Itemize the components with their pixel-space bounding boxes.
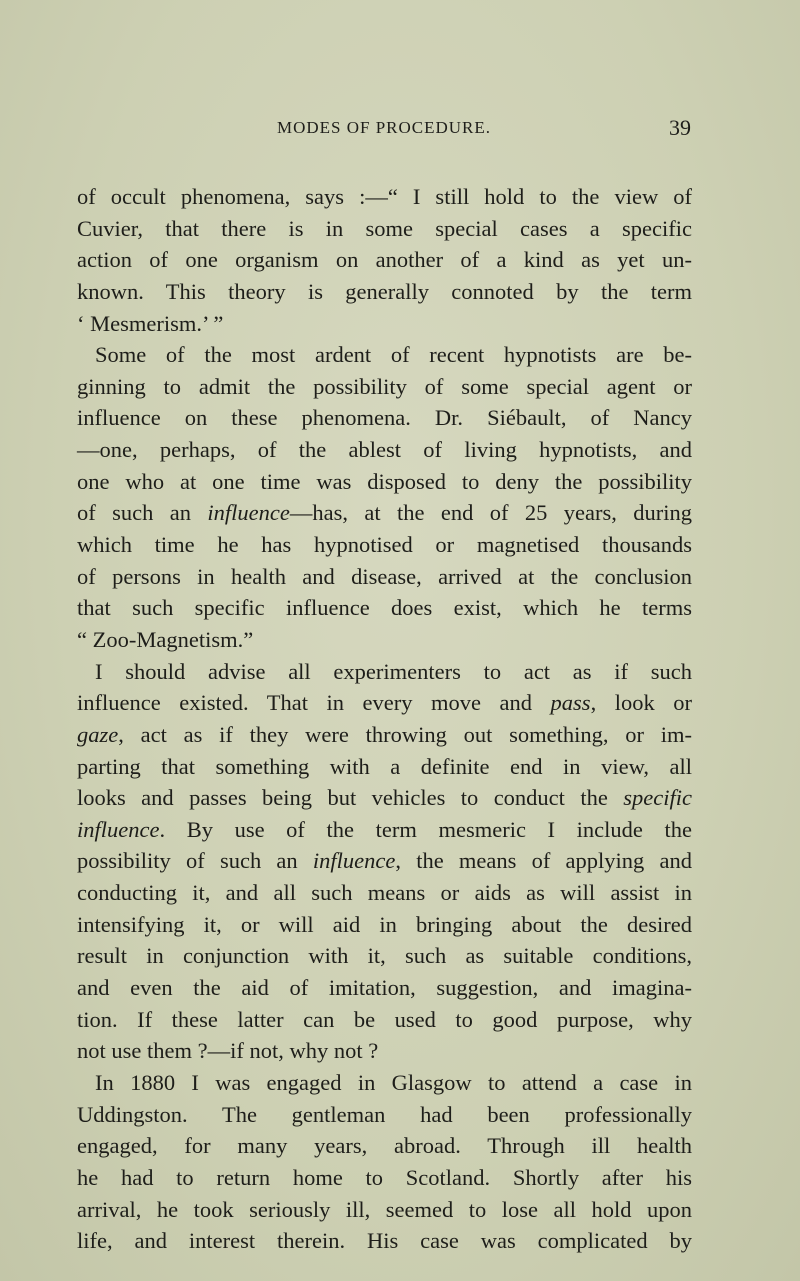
text-run: looks and passes being but vehicles to conduct the <box>77 785 624 811</box>
running-title: MODES OF PROCEDURE. <box>276 118 492 137</box>
page-number: 39 <box>669 115 691 140</box>
text-run: action of one organism on another of a kind as yet un- <box>77 247 692 273</box>
text-run: Uddingston. The gentleman had been professionally <box>77 1101 692 1127</box>
text-run: known. This theory is generally connoted by the term <box>77 278 692 304</box>
text-run: and even the aid of imitation, suggestion, and imagina- <box>77 975 692 1001</box>
text-run: Some of the most ardent of recent hypnotists are be- <box>95 342 692 368</box>
text-run: “ Zoo-Magnetism.” <box>77 626 254 652</box>
text-run: parting that something with a definite end in view, all <box>77 753 692 779</box>
text-line <box>77 529 692 561</box>
page-header <box>77 115 691 144</box>
text-run: he had to return home to Scotland. Shortly after his <box>77 1164 692 1190</box>
text-run: of occult phenomena, says :—“ I still hold to the view of <box>77 184 692 209</box>
italic-text: influence <box>207 500 290 526</box>
text-run: Cuvier, that there is in some special cases a specific <box>77 215 692 241</box>
text-line <box>77 687 692 719</box>
text-line <box>77 814 692 846</box>
text-line <box>77 845 692 877</box>
text-run: intensifying it, or will aid in bringing about the desired <box>77 911 692 937</box>
text-run: ginning to admit the possibility of some special agent or <box>77 373 692 399</box>
text-line <box>77 940 692 972</box>
italic-text: specific <box>623 785 692 811</box>
text-run: I should advise all experimenters to act as if such <box>95 658 692 684</box>
text-run: which time he has hypnotised or magnetised thousands <box>77 532 692 558</box>
text-line <box>77 1225 692 1257</box>
text-run: life, and interest therein. His case was complicated by <box>77 1228 692 1254</box>
text-run: tion. If these latter can be used to good purpose, why <box>77 1006 692 1032</box>
text-line <box>77 308 692 340</box>
text-line <box>77 1035 692 1067</box>
text-run: that such specific influence does exist, which he terms <box>77 595 692 621</box>
text-run: conducting it, and all such means or aids as will assist in <box>77 880 692 906</box>
text-run: In 1880 I was engaged in Glasgow to attend a case in <box>95 1069 692 1095</box>
text-line <box>77 244 692 276</box>
text-run: , the means of applying and <box>395 848 692 874</box>
text-line <box>77 466 692 498</box>
text-line <box>77 497 692 529</box>
text-line <box>77 1130 692 1162</box>
text-line <box>77 371 692 403</box>
text-line <box>77 972 692 1004</box>
text-run: arrival, he took seriously ill, seemed to lose all hold upon <box>77 1196 692 1222</box>
text-run: possibility of such an <box>77 848 313 874</box>
text-line <box>77 751 692 783</box>
text-line <box>77 656 692 688</box>
text-run: influence on these phenomena. Dr. Siébault, of Nancy <box>77 405 692 431</box>
text-line <box>77 1004 692 1036</box>
italic-text: pass <box>550 690 591 716</box>
text-line <box>77 624 692 656</box>
italic-text: gaze <box>77 721 119 747</box>
text-run: , act as if they were throwing out something, or im- <box>118 721 692 747</box>
text-run: . By use of the term mesmeric I include the <box>159 816 692 842</box>
text-run: ‘ Mesmerism.’ ” <box>77 310 224 336</box>
text-line <box>77 276 692 308</box>
text-run: —one, perhaps, of the ablest of living hypnotists, and <box>77 437 692 463</box>
text-run: —has, at the end of 25 years, during <box>289 500 692 526</box>
text-line <box>77 782 692 814</box>
text-line <box>77 1162 692 1194</box>
text-line <box>77 434 692 466</box>
text-line <box>77 592 692 624</box>
text-line <box>77 402 692 434</box>
body-text <box>77 181 692 1257</box>
text-run: one who at one time was disposed to deny the possibility <box>77 468 692 494</box>
text-line <box>77 181 692 213</box>
text-line <box>77 1099 692 1131</box>
text-line <box>77 877 692 909</box>
text-run: of persons in health and disease, arrived at the conclusion <box>77 563 692 589</box>
text-line <box>77 339 692 371</box>
text-line <box>77 909 692 941</box>
text-line <box>77 1194 692 1226</box>
text-line <box>77 561 692 593</box>
italic-text: influence <box>77 816 160 842</box>
text-run: not use them ?—if not, why not ? <box>77 1038 379 1064</box>
text-line <box>77 719 692 751</box>
italic-text: influence <box>312 848 396 874</box>
text-run: influence existed. That in every move and <box>77 690 551 716</box>
text-line <box>77 1067 692 1099</box>
text-line <box>77 213 692 245</box>
text-run: engaged, for many years, abroad. Through ill health <box>77 1133 692 1159</box>
text-run: , look or <box>590 690 692 716</box>
text-run: result in conjunction with it, such as suitable conditions, <box>77 943 692 969</box>
text-run: of such an <box>77 500 208 526</box>
